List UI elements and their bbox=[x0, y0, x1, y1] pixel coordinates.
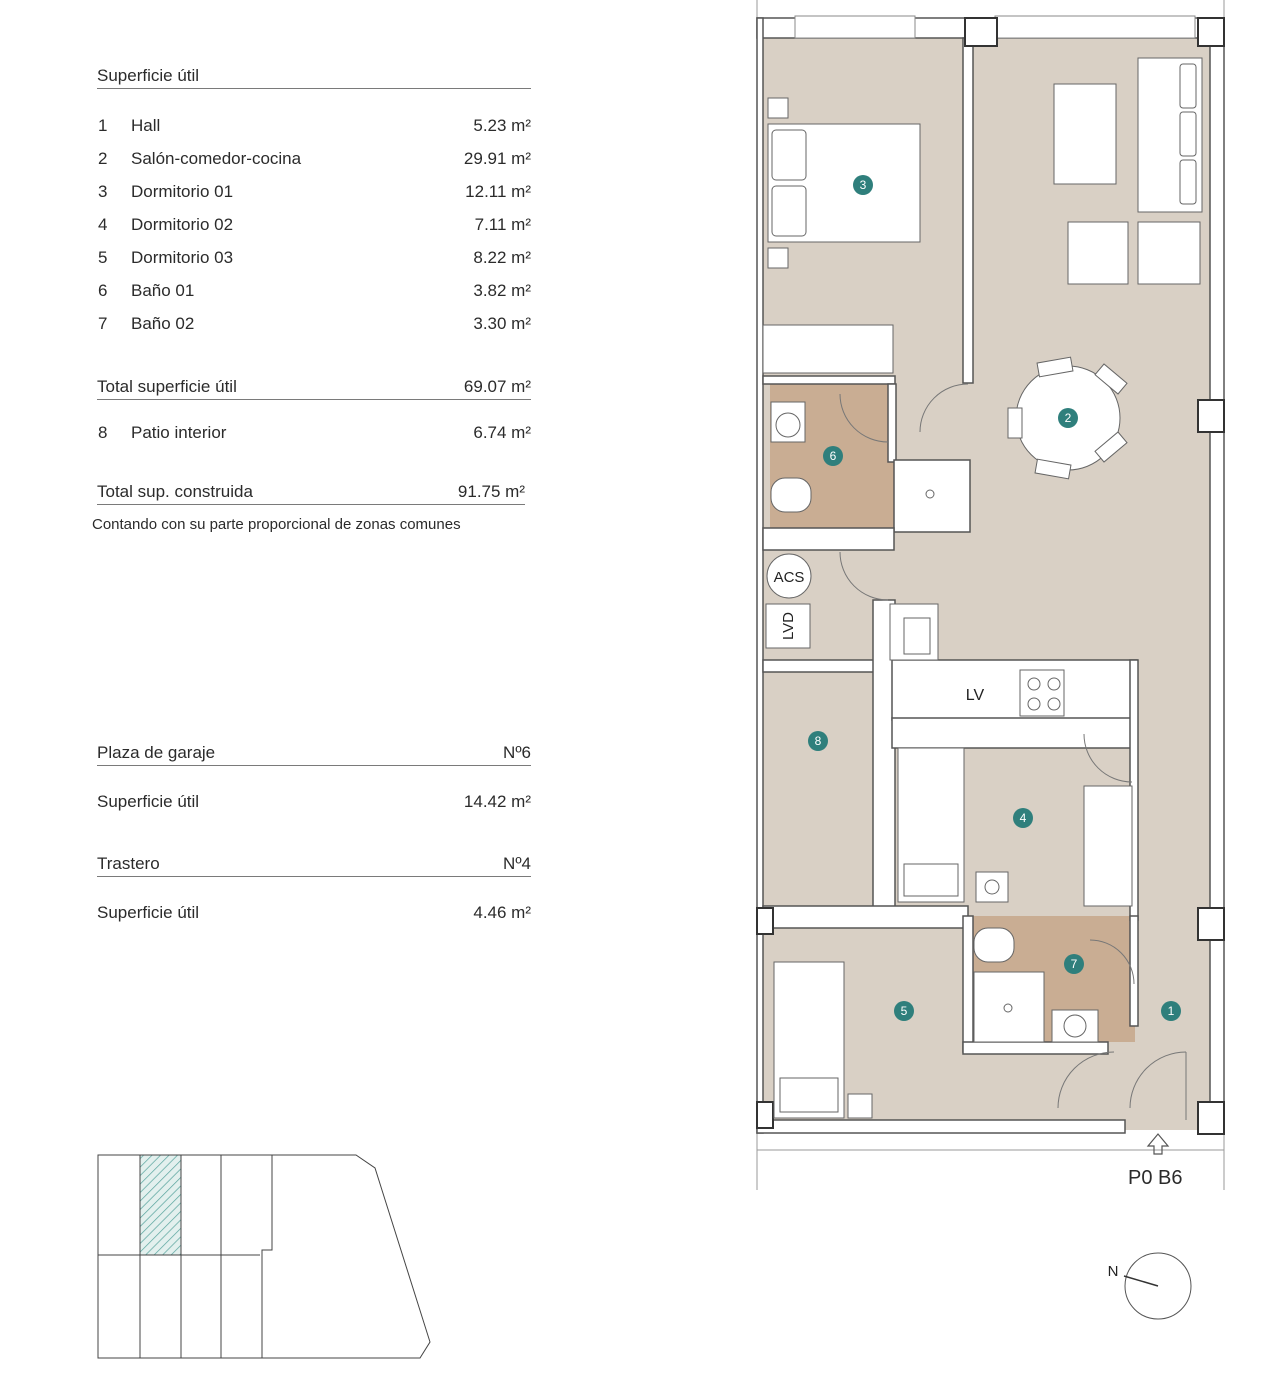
room-marker-4 bbox=[1013, 808, 1033, 828]
garage-number: Nº6 bbox=[503, 743, 531, 762]
table-row bbox=[97, 116, 531, 138]
svg-text:8: 8 bbox=[814, 734, 822, 748]
row-label: Dormitorio 01 bbox=[131, 182, 234, 201]
row-label: Dormitorio 02 bbox=[131, 215, 234, 234]
row-label: Dormitorio 03 bbox=[131, 248, 234, 267]
total-useful-surface bbox=[97, 377, 531, 400]
table-row bbox=[97, 314, 531, 336]
table-row bbox=[97, 149, 531, 171]
floor-plan bbox=[740, 0, 1240, 1200]
svg-text:7: 7 bbox=[1070, 957, 1078, 971]
row-value: 14.42 m² bbox=[463, 792, 531, 811]
storage-surface-row bbox=[97, 903, 531, 923]
svg-text:2: 2 bbox=[1064, 411, 1072, 425]
svg-text:3: 3 bbox=[859, 178, 867, 192]
total-built-surface bbox=[97, 482, 525, 505]
table-row bbox=[97, 182, 531, 204]
row-number: 2 bbox=[98, 149, 108, 168]
row-label: Superficie útil bbox=[97, 792, 200, 811]
svg-text:5: 5 bbox=[900, 1004, 908, 1018]
storage-number: Nº4 bbox=[503, 854, 531, 873]
room-marker-2 bbox=[1058, 408, 1078, 428]
row-number: 5 bbox=[98, 248, 108, 267]
svg-text:6: 6 bbox=[829, 449, 837, 463]
row-number: 4 bbox=[98, 215, 108, 234]
garage-title-label: Plaza de garaje bbox=[97, 743, 216, 762]
compass-north-label: N bbox=[1107, 1263, 1119, 1280]
lv-label: LV bbox=[965, 687, 985, 704]
row-label: Patio interior bbox=[131, 423, 227, 442]
acs-label: ACS bbox=[773, 569, 805, 586]
highlighted-unit bbox=[140, 1155, 181, 1255]
built-label: Total sup. construida bbox=[97, 482, 253, 501]
row-label: Hall bbox=[131, 116, 161, 135]
row-label: Baño 01 bbox=[131, 281, 195, 300]
room-marker-6 bbox=[823, 446, 843, 466]
lvd-label: LVD bbox=[780, 611, 797, 641]
patio-row bbox=[97, 423, 531, 445]
row-number: 1 bbox=[98, 116, 108, 135]
row-value: 6.74 m² bbox=[473, 423, 531, 442]
total-value: 69.07 m² bbox=[463, 377, 531, 396]
row-number: 3 bbox=[98, 182, 108, 201]
row-number: 8 bbox=[98, 423, 108, 442]
row-value: 3.30 m² bbox=[473, 314, 531, 333]
row-label: Salón-comedor-cocina bbox=[131, 149, 302, 168]
north-compass-icon bbox=[1095, 1245, 1205, 1325]
building-key-map bbox=[90, 1145, 440, 1365]
common-areas-note: Contando con su parte proporcional de zonas comunes bbox=[92, 516, 461, 533]
room-marker-3 bbox=[853, 175, 873, 195]
room-marker-7 bbox=[1064, 954, 1084, 974]
garage-surface-row bbox=[97, 792, 531, 812]
built-value: 91.75 m² bbox=[457, 482, 525, 501]
room-marker-5 bbox=[894, 1001, 914, 1021]
entrance-arrow-icon bbox=[1148, 1134, 1168, 1154]
svg-text:1: 1 bbox=[1167, 1004, 1175, 1018]
unit-code: P0 B6 bbox=[1128, 1167, 1183, 1189]
row-number: 6 bbox=[98, 281, 108, 300]
row-value: 5.23 m² bbox=[473, 116, 531, 135]
row-label: Baño 02 bbox=[131, 314, 195, 333]
row-value: 29.91 m² bbox=[463, 149, 531, 168]
table-row bbox=[97, 248, 531, 270]
garage-title bbox=[97, 743, 531, 766]
storage-title-label: Trastero bbox=[97, 854, 160, 873]
total-label: Total superficie útil bbox=[97, 377, 237, 396]
row-value: 12.11 m² bbox=[465, 182, 531, 201]
surface-table-title: Superficie útil bbox=[97, 66, 531, 89]
svg-text:4: 4 bbox=[1019, 811, 1027, 825]
room-marker-8 bbox=[808, 731, 828, 751]
row-value: 4.46 m² bbox=[473, 903, 531, 922]
table-row bbox=[97, 281, 531, 303]
table-row bbox=[97, 215, 531, 237]
row-label: Superficie útil bbox=[97, 903, 200, 922]
room-marker-1 bbox=[1161, 1001, 1181, 1021]
row-number: 7 bbox=[98, 314, 108, 333]
row-value: 3.82 m² bbox=[473, 281, 531, 300]
row-value: 7.11 m² bbox=[474, 215, 531, 234]
row-value: 8.22 m² bbox=[473, 248, 531, 267]
storage-title bbox=[97, 854, 531, 877]
